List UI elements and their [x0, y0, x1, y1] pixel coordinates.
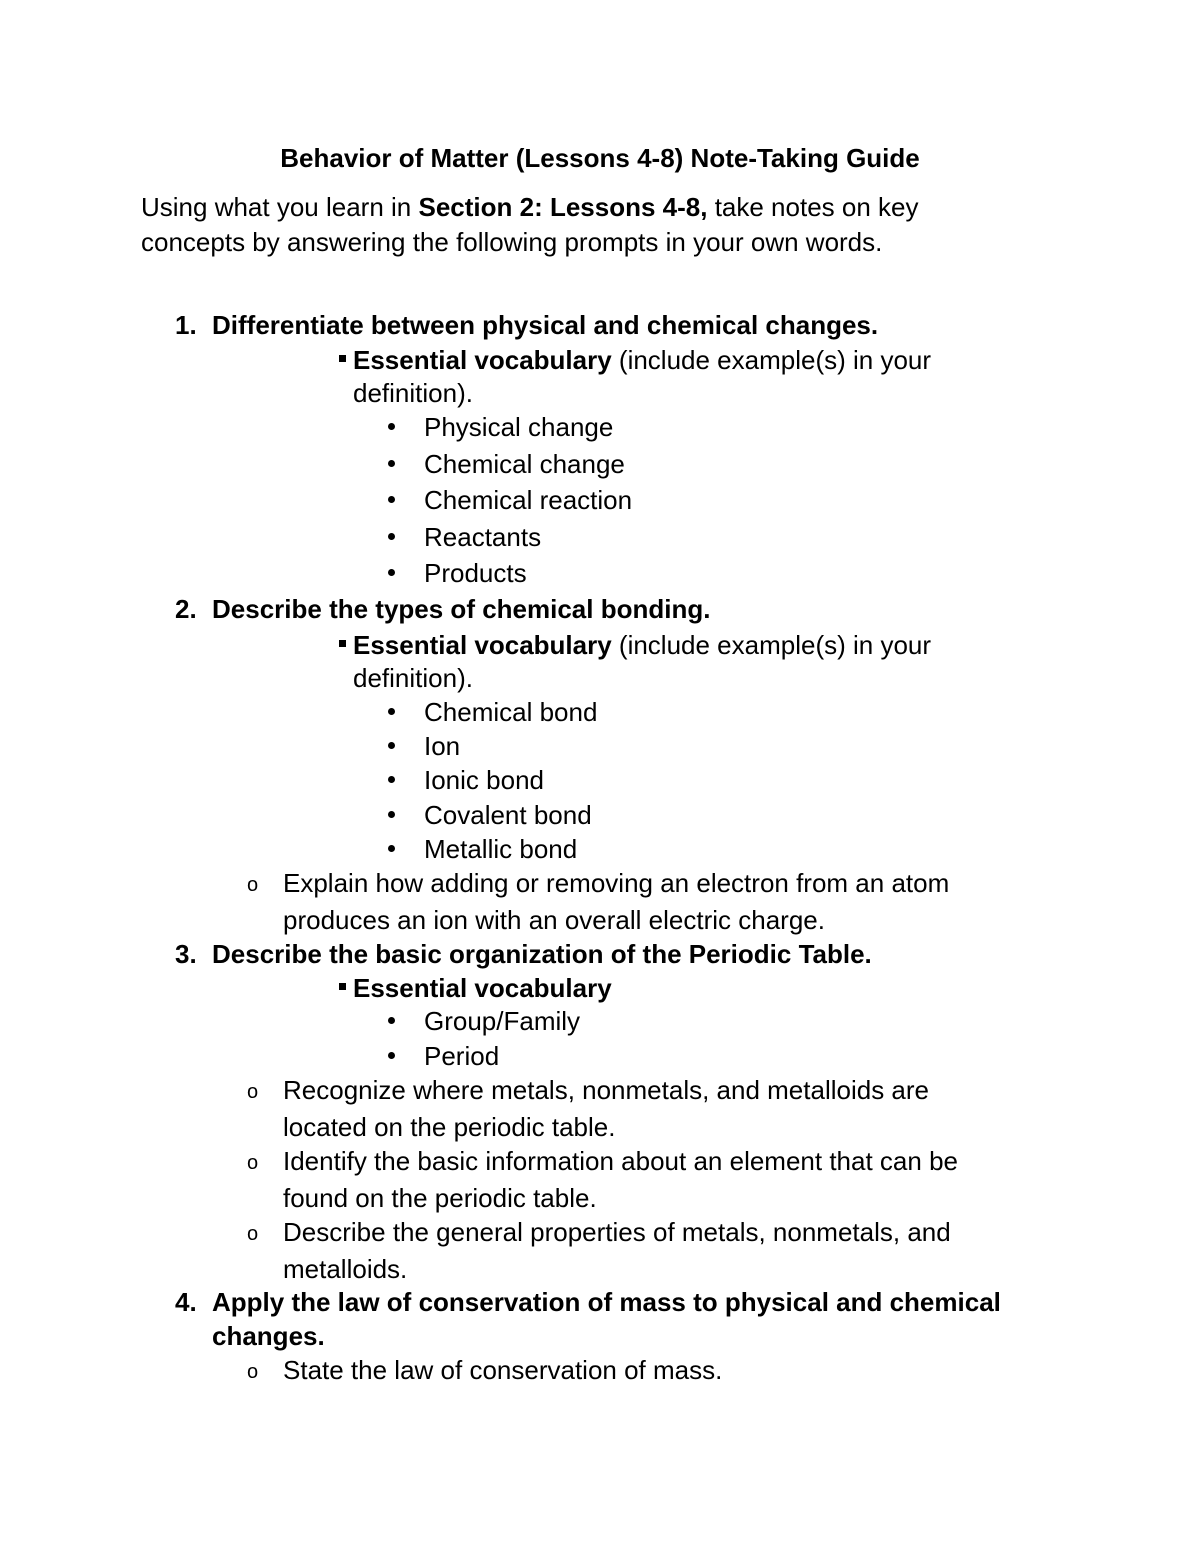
vocab-term: Products — [424, 558, 527, 588]
square-bullet-icon — [339, 640, 346, 647]
vocab-term: Chemical change — [424, 449, 625, 479]
section-4-heading-line1: Apply the law of conservation of mass to physical and chemical — [212, 1287, 1001, 1317]
intro-text-pre: Using what you learn in — [141, 192, 419, 222]
dot-bullet-icon — [388, 423, 395, 430]
section-3-number: 3. — [175, 939, 197, 969]
dot-bullet-icon — [388, 708, 395, 715]
vocab-term: Physical change — [424, 412, 614, 442]
dot-bullet-icon — [388, 776, 395, 783]
section-3-heading: Describe the basic organization of the Periodic Table. — [212, 939, 872, 969]
intro-paragraph — [141, 190, 1041, 260]
document-title: Behavior of Matter (Lessons 4-8) Note-Taking Guide — [280, 143, 920, 173]
section-1-vocab-label: Essential vocabulary — [353, 345, 612, 375]
circle-bullet-icon: o — [247, 1361, 259, 1383]
section-1-vocab-note: (include example(s) in your — [611, 345, 932, 375]
vocab-term: Ion — [424, 731, 461, 761]
intro-text-post: take notes on key — [707, 192, 919, 222]
section-2-vocab-line — [353, 628, 931, 662]
section-2-heading: Describe the types of chemical bonding. — [212, 594, 711, 624]
section-2-vocab-label: Essential vocabulary — [353, 630, 612, 660]
square-bullet-icon — [339, 983, 346, 990]
dot-bullet-icon — [388, 569, 395, 576]
intro-text-line2: concepts by answering the following prompts in your own words. — [141, 227, 883, 257]
vocab-term: Ionic bond — [424, 765, 544, 795]
vocab-term: Reactants — [424, 522, 542, 552]
section-3-prompt-1-line1: Recognize where metals, nonmetals, and metalloids are — [283, 1075, 930, 1105]
section-3-prompt-1-line2: located on the periodic table. — [283, 1112, 616, 1142]
section-1-heading: Differentiate between physical and chemical changes. — [212, 310, 879, 340]
section-3-prompt-3-line1: Describe the general properties of metals, nonmetals, and — [283, 1217, 951, 1247]
dot-bullet-icon — [388, 742, 395, 749]
section-1-vocab-line — [353, 343, 931, 377]
circle-bullet-icon: o — [247, 1081, 259, 1103]
dot-bullet-icon — [388, 496, 395, 503]
vocab-term: Chemical reaction — [424, 485, 633, 515]
dot-bullet-icon — [388, 811, 395, 818]
dot-bullet-icon — [388, 533, 395, 540]
dot-bullet-icon — [388, 1017, 395, 1024]
circle-bullet-icon: o — [247, 1223, 259, 1245]
vocab-term: Chemical bond — [424, 697, 598, 727]
dot-bullet-icon — [388, 1052, 395, 1059]
section-4-number: 4. — [175, 1287, 197, 1317]
dot-bullet-icon — [388, 460, 395, 467]
section-2-prompt-line2: produces an ion with an overall electric charge. — [283, 905, 825, 935]
section-2-vocab-note: (include example(s) in your — [611, 630, 932, 660]
section-1-number: 1. — [175, 310, 197, 340]
section-3-prompt-2-line2: found on the periodic table. — [283, 1183, 597, 1213]
section-2-number: 2. — [175, 594, 197, 624]
section-3-vocab-label: Essential vocabulary — [353, 973, 612, 1003]
intro-section-ref: Section 2: Lessons 4-8, — [418, 192, 708, 222]
square-bullet-icon — [339, 355, 346, 362]
section-1-vocab-line2: definition). — [353, 378, 473, 408]
section-2-vocab-line2: definition). — [353, 663, 473, 693]
section-4-heading-line2: changes. — [212, 1321, 325, 1351]
vocab-term: Group/Family — [424, 1006, 581, 1036]
section-4-prompt-1: State the law of conservation of mass. — [283, 1355, 723, 1385]
circle-bullet-icon: o — [247, 1152, 259, 1174]
section-3-prompt-2-line1: Identify the basic information about an element that can be — [283, 1146, 958, 1176]
section-3-prompt-3-line2: metalloids. — [283, 1254, 408, 1284]
vocab-term: Covalent bond — [424, 800, 592, 830]
vocab-term: Period — [424, 1041, 500, 1071]
dot-bullet-icon — [388, 845, 395, 852]
circle-bullet-icon: o — [247, 874, 259, 896]
vocab-term: Metallic bond — [424, 834, 578, 864]
section-2-prompt-line1: Explain how adding or removing an electron from an atom — [283, 868, 950, 898]
